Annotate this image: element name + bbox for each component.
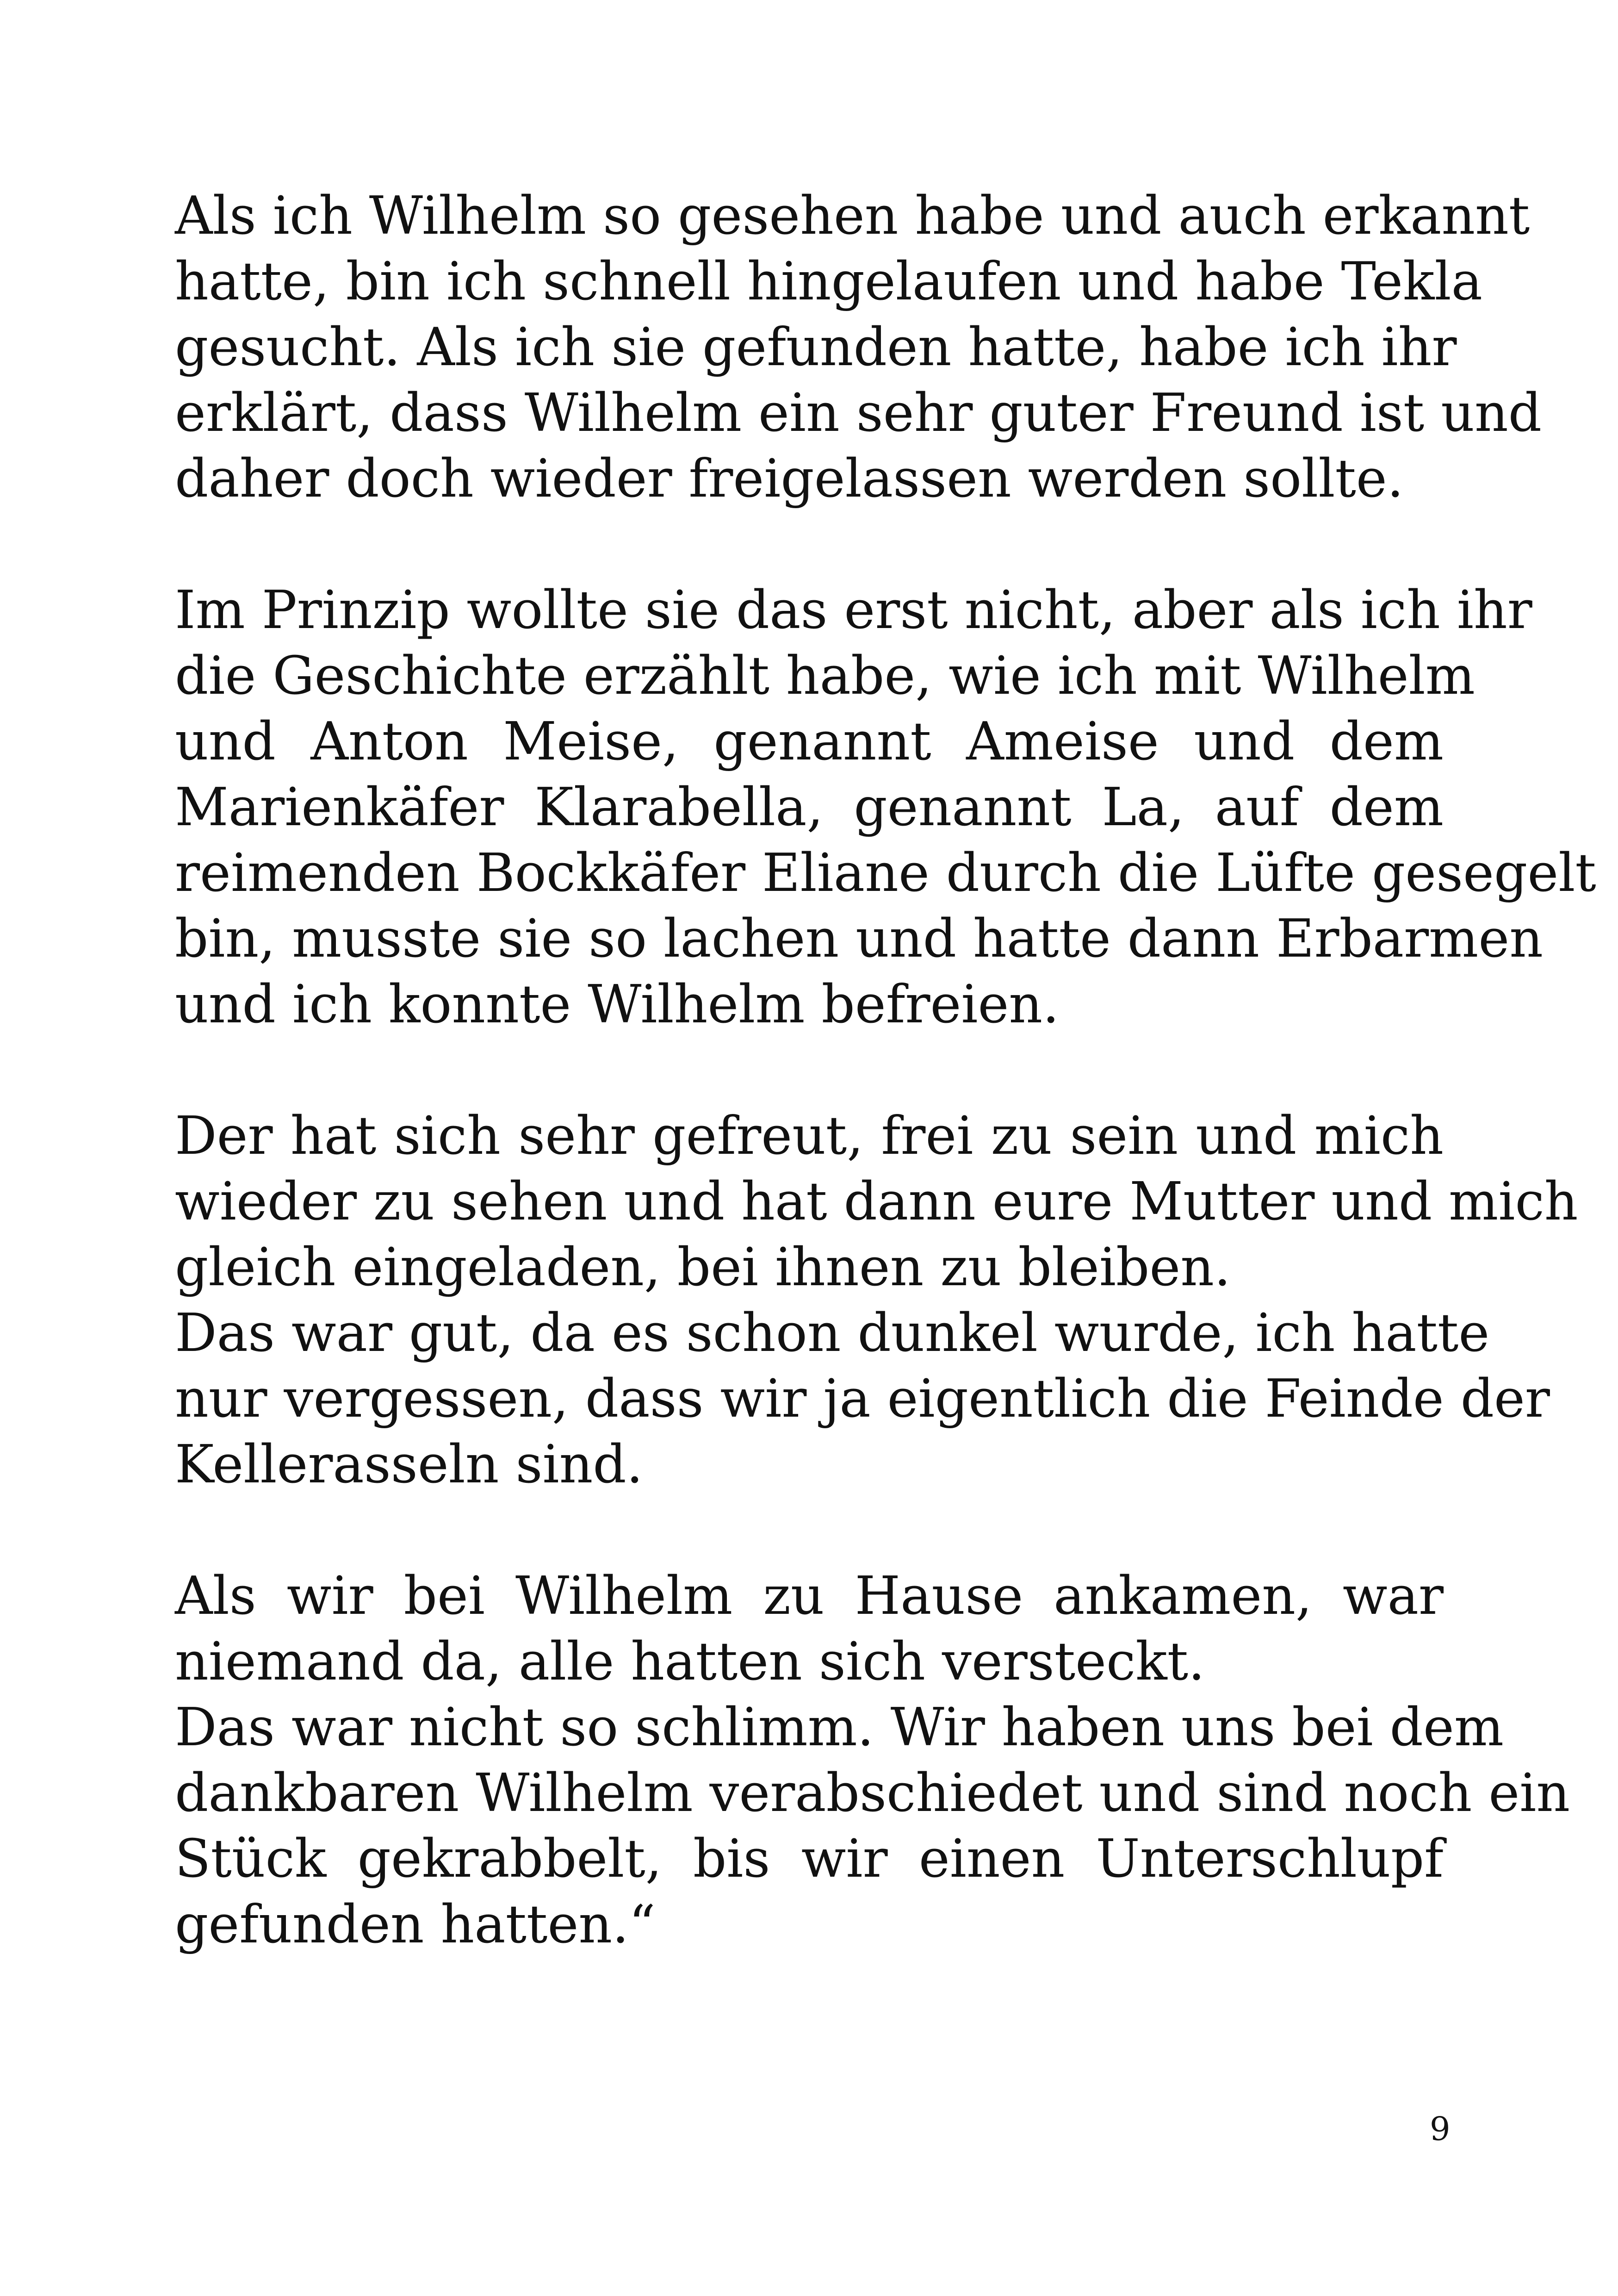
text-line: Als wir bei Wilhelm zu Hause ankamen, war bbox=[175, 1565, 1444, 1626]
paragraph-2 bbox=[175, 577, 1596, 1037]
paragraph-4 bbox=[175, 1300, 1550, 1497]
paragraph-gap bbox=[175, 511, 1444, 577]
text-line: bin, musste sie so lachen und hatte dann Erbarmen bbox=[175, 908, 1543, 969]
text-line: und Anton Meise, genannt Ameise und dem bbox=[175, 711, 1444, 772]
text-line: erklärt, dass Wilhelm ein sehr guter Freund ist und bbox=[175, 382, 1542, 443]
paragraph-5 bbox=[175, 1563, 1444, 1694]
text-line: niemand da, alle hatten sich versteckt. bbox=[175, 1631, 1205, 1692]
text-line: wieder zu sehen und hat dann eure Mutter und mich bbox=[175, 1171, 1578, 1232]
text-line: hatte, bin ich schnell hingelaufen und habe Tekla bbox=[175, 251, 1482, 312]
text-line: gesucht. Als ich sie gefunden hatte, habe ich ihr bbox=[175, 317, 1457, 378]
text-line: Der hat sich sehr gefreut, frei zu sein und mich bbox=[175, 1105, 1444, 1166]
text-line: daher doch wieder freigelassen werden sollte. bbox=[175, 448, 1404, 509]
paragraph-gap bbox=[175, 1037, 1444, 1103]
page-number: 9 bbox=[1430, 2110, 1451, 2148]
text-line: Als ich Wilhelm so gesehen habe und auch erkannt bbox=[175, 185, 1530, 246]
text-line: und ich konnte Wilhelm befreien. bbox=[175, 974, 1060, 1035]
text-line: nur vergessen, dass wir ja eigentlich die Feinde der bbox=[175, 1368, 1550, 1429]
text-line: gefunden hatten.“ bbox=[175, 1894, 656, 1955]
paragraph-6 bbox=[175, 1694, 1570, 1957]
text-line: dankbaren Wilhelm verabschiedet und sind noch ein bbox=[175, 1762, 1570, 1823]
body-text bbox=[175, 183, 1596, 1957]
text-line: reimenden Bockkäfer Eliane durch die Lüfte gesegelt bbox=[175, 842, 1596, 903]
paragraph-3 bbox=[175, 1103, 1578, 1300]
text-line: Im Prinzip wollte sie das erst nicht, aber als ich ihr bbox=[175, 579, 1532, 641]
text-line: Das war gut, da es schon dunkel wurde, ich hatte bbox=[175, 1302, 1490, 1363]
text-line: Das war nicht so schlimm. Wir haben uns bei dem bbox=[175, 1697, 1504, 1758]
text-line: Marienkäfer Klarabella, genannt La, auf dem bbox=[175, 777, 1444, 838]
text-line: Stück gekrabbelt, bis wir einen Unterschlupf bbox=[175, 1828, 1444, 1889]
text-line: gleich eingeladen, bei ihnen zu bleiben. bbox=[175, 1237, 1231, 1298]
paragraph-gap bbox=[175, 1497, 1444, 1563]
text-line: Kellerasseln sind. bbox=[175, 1434, 643, 1495]
text-line: die Geschichte erzählt habe, wie ich mit Wilhelm bbox=[175, 645, 1475, 706]
paragraph-1 bbox=[175, 183, 1542, 511]
